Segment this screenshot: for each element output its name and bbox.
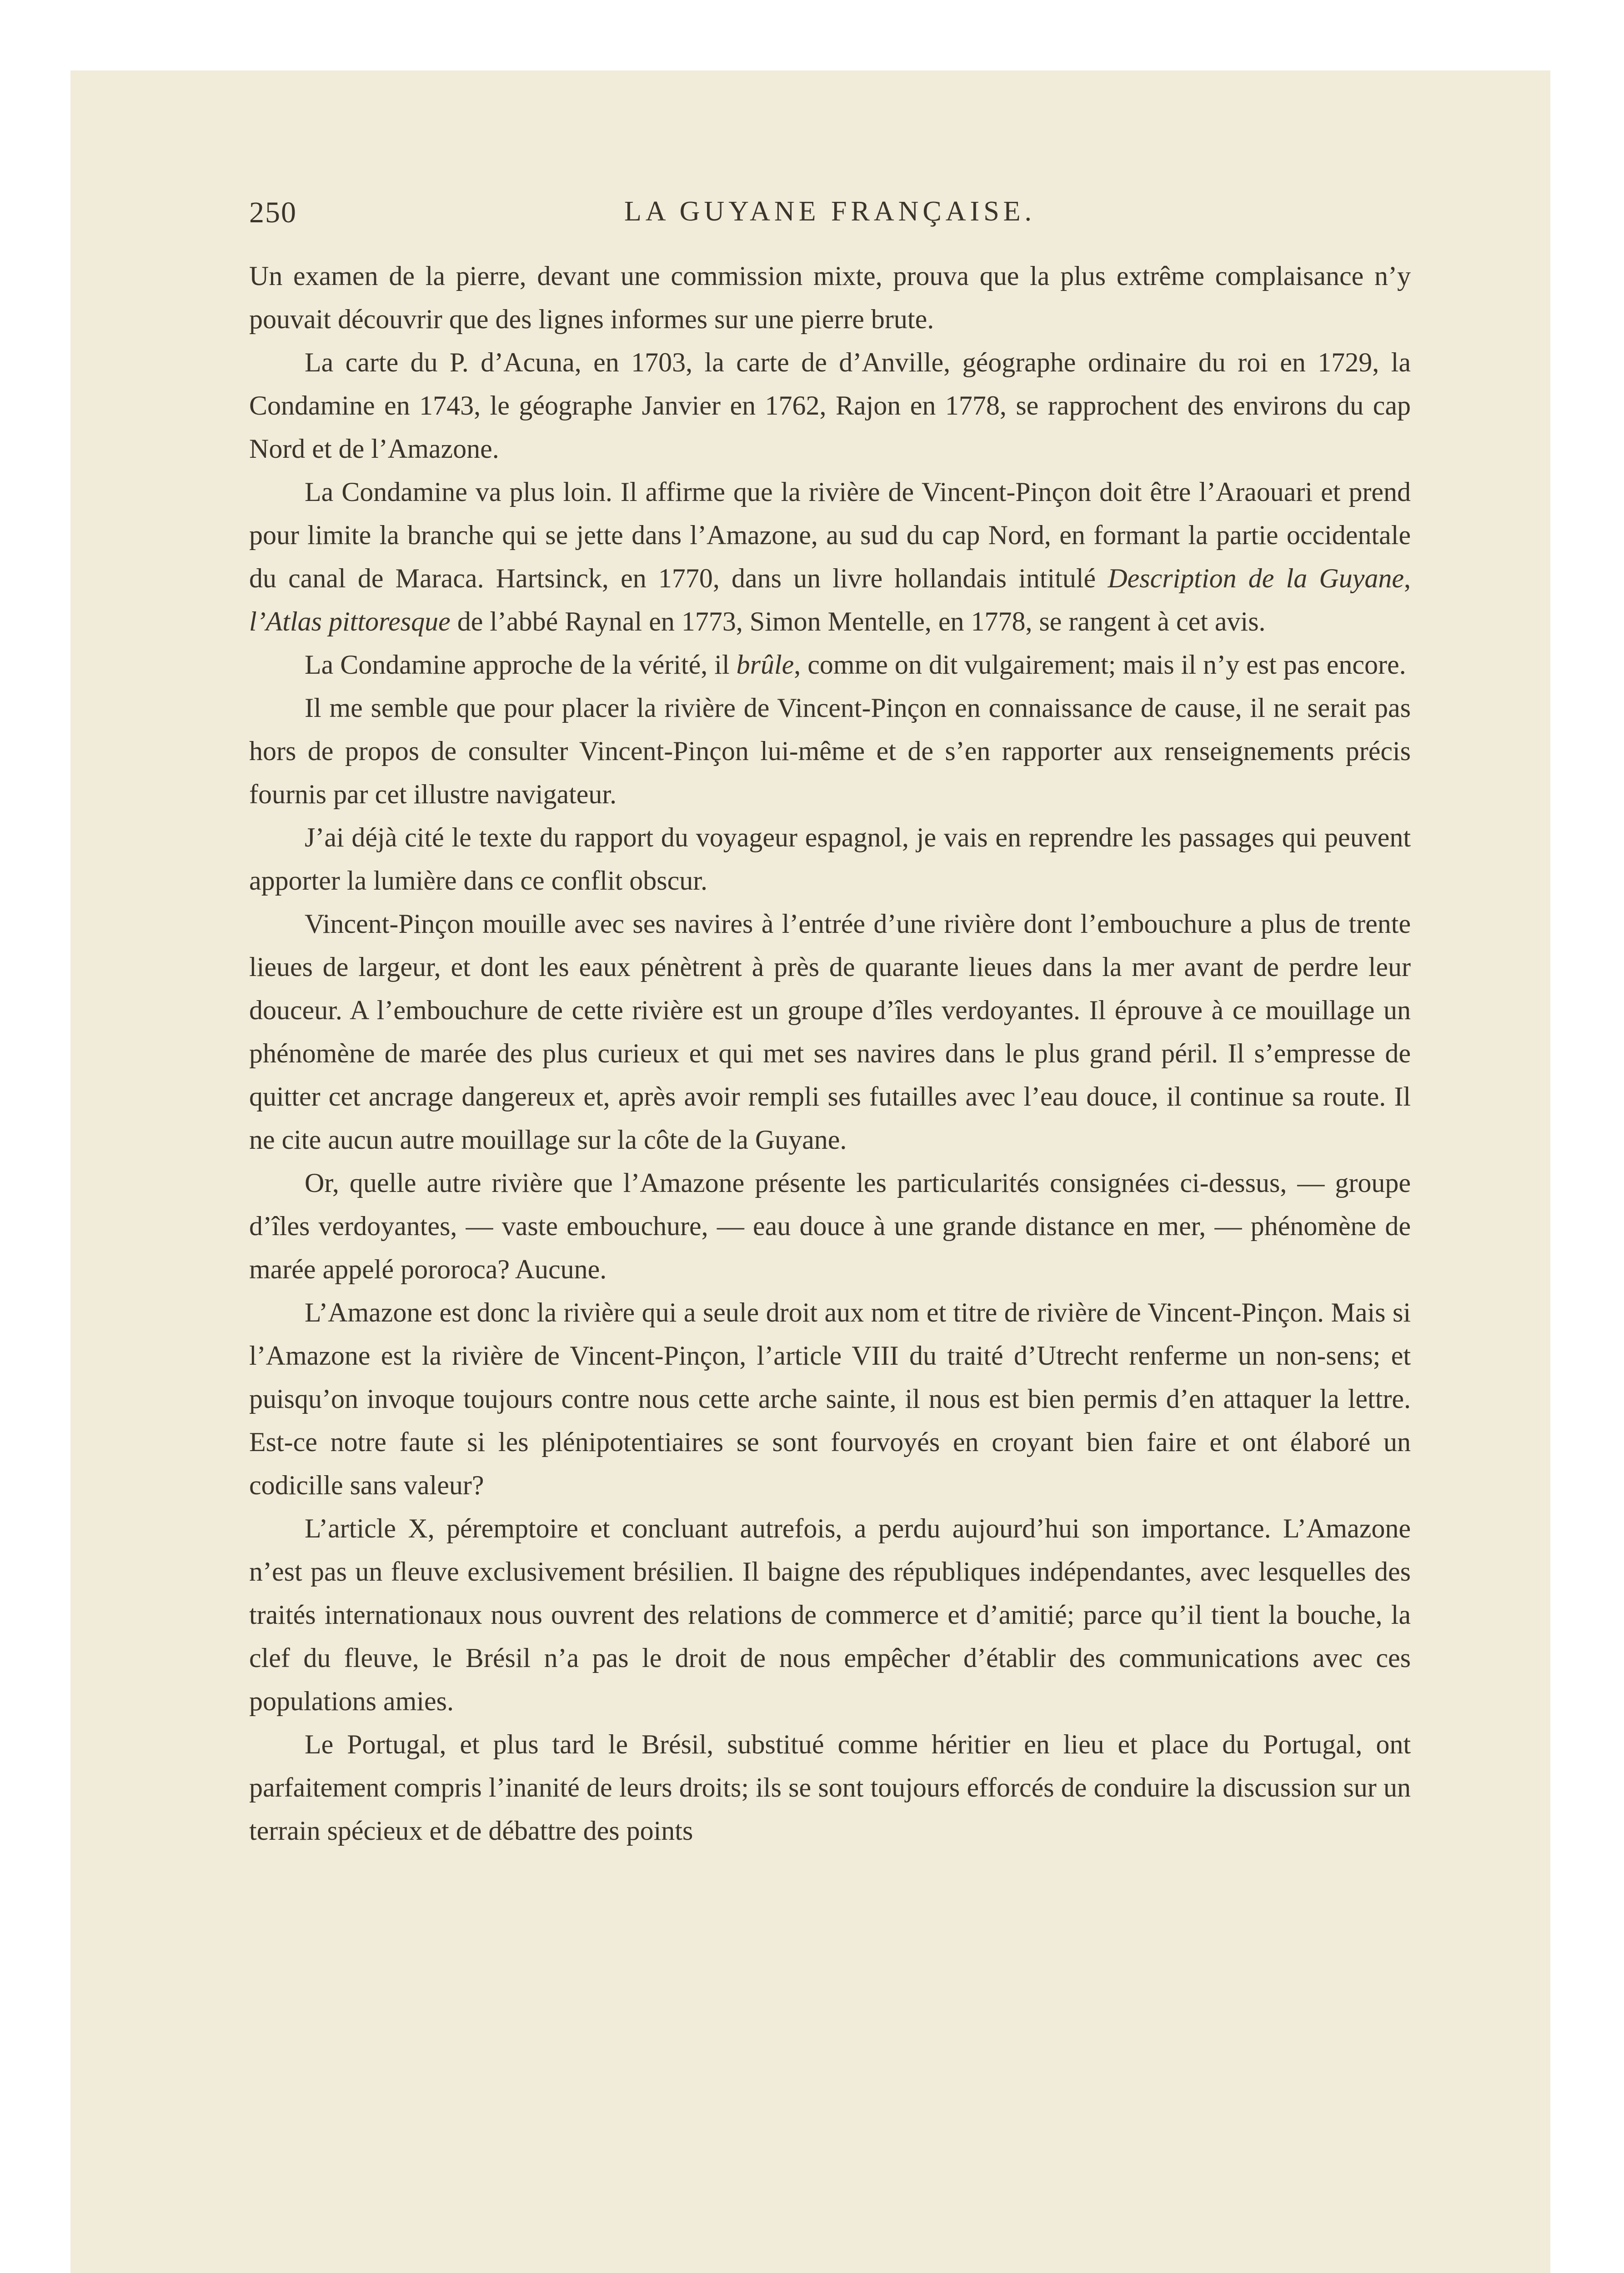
text-run: ,	[1403, 563, 1411, 593]
text-run: , comme on dit vulgairement; mais il n’y est pas encore.	[794, 650, 1406, 680]
text-run: La Condamine approche de la vérité, il	[305, 650, 737, 680]
paragraph: Un examen de la pierre, devant une commission mixte, prouva que la plus extrême complaisance n’y pouvait découvrir que des lignes informes sur une pierre brute.	[249, 261, 1411, 334]
text-run: de l’abbé Raynal en 1773, Simon Mentelle, en 1778, se rangent à cet avis.	[450, 606, 1266, 636]
paragraph: La carte du P. d’Acuna, en 1703, la carte de d’Anville, géographe ordinaire du roi en 1729, la Condamine en 1743, le géographe Janvier en 1762, Rajon en 1778, se rapprochent des environs du cap Nord et de l’Amazone.	[249, 347, 1411, 464]
paragraph	[249, 643, 1411, 686]
emphasis: brûle	[736, 650, 794, 680]
paragraph: Vincent-Pinçon mouille avec ses navires à l’entrée d’une rivière dont l’embouchure a plus de trente lieues de largeur, et dont les eaux pénètrent à près de quarante lieues dans la mer avant de perdre leur douceur. A l’embouchure de cette rivière est un groupe d’îles verdoyantes. Il éprouve à ce mouillage un phénomène de marée des plus curieux et qui met ses navires dans le plus grand péril. Il s’empresse de quitter cet ancrage dangereux et, après avoir rempli ses futailles avec l’eau douce, il continue sa route. Il ne cite aucun autre mouillage sur la côte de la Guyane.	[249, 909, 1411, 1155]
body-text	[249, 255, 1411, 1852]
paragraph: J’ai déjà cité le texte du rapport du voyageur espagnol, je vais en reprendre les passages qui peuvent apporter la lumière dans ce conflit obscur.	[249, 822, 1411, 896]
paragraph: Il me semble que pour placer la rivière de Vincent-Pinçon en connaissance de cause, il ne serait pas hors de propos de consulter Vincent-Pinçon lui-même et de s’en rapporter aux renseignements précis fournis par cet illustre navigateur.	[249, 693, 1411, 809]
book-title: Description de la Guyane	[1108, 563, 1404, 593]
book-title: l’Atlas pittoresque	[249, 606, 451, 636]
paragraph	[249, 471, 1411, 643]
page-header	[249, 195, 1411, 236]
running-title: LA GUYANE FRANÇAISE.	[624, 196, 1036, 227]
page-number: 250	[249, 196, 297, 229]
paragraph: Or, quelle autre rivière que l’Amazone présente les particularités consignées ci-dessus, — groupe d’îles verdoyantes, — vaste embouchure, — eau douce à une grande distance en mer, — phénomène de marée appelé pororoca? Aucune.	[249, 1168, 1411, 1284]
paragraph: L’Amazone est donc la rivière qui a seule droit aux nom et titre de rivière de Vincent-Pinçon. Mais si l’Amazone est la rivière de Vincent-Pinçon, l’article VIII du traité d’Utrecht renferme un non-sens; et puisqu’on invoque toujours contre nous cette arche sainte, il nous est bien permis d’en attaquer la lettre. Est-ce notre faute si les plénipotentiaires se sont fourvoyés en croyant bien faire et ont élaboré un codicille sans valeur?	[249, 1297, 1411, 1500]
paragraph: L’article X, péremptoire et concluant autrefois, a perdu aujourd’hui son importance. L’Amazone n’est pas un fleuve exclusivement brésilien. Il baigne des républiques indépendantes, avec lesquelles des traités internationaux nous ouvrent des relations de commerce et d’amitié; parce qu’il tient la bouche, la clef du fleuve, le Brésil n’a pas le droit de nous empêcher d’établir des communications avec ces populations amies.	[249, 1513, 1411, 1716]
paragraph: Le Portugal, et plus tard le Brésil, substitué comme héritier en lieu et place du Portugal, ont parfaitement compris l’inanité de leurs droits; ils se sont toujours efforcés de conduire la discussion sur un terrain spécieux et de débattre des points	[249, 1729, 1411, 1846]
text-run: La Condamine va plus loin. Il affirme que la rivière de Vincent-Pinçon doit être l’Araouari et prend pour limite la branche qui se jette dans l’Amazone, au sud du cap Nord, en formant la partie occidentale du canal de Maraca. Hartsinck, en 1770, dans un livre hollandais intitulé	[249, 477, 1411, 593]
